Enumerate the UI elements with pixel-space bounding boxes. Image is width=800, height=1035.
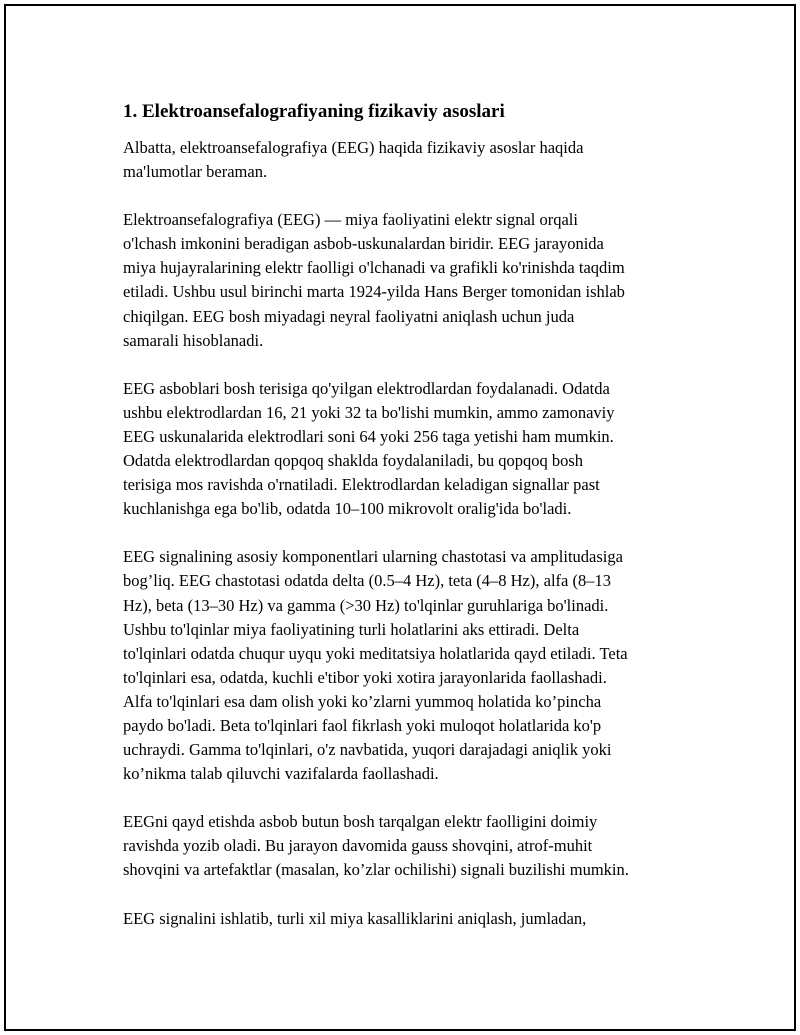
document-body (123, 100, 689, 955)
paragraph-recording-noise: EEGni qayd etishda asbob butun bosh tarqalgan elektr faolligini doimiy ravishda yozib oladi. Bu jarayon davomida gauss shovqini, atrof-muhit shovqini va artefaktlar (masalan, ko’zlar ochilishi) signali buzilishi mumkin. (123, 812, 629, 880)
paragraph-intro: Albatta, elektroansefalografiya (EEG) haqida fizikaviy asoslar haqida ma'lumotlar beraman. (123, 138, 584, 182)
section-heading: 1. Elektroansefalografiyaning fizikaviy asoslari (123, 101, 505, 122)
paragraph-eeg-definition: Elektroansefalografiya (EEG) — miya faoliyatini elektr signal orqali o'lchash imkonini beradigan asbob-uskunalardan biridir. EEG jarayonida miya hujayralarining elektr faolligi o'lchanadi va grafikli ko'rinishda taqdim etiladi. Ushbu usul birinchi marta 1924-yilda Hans Berger tomonidan ishlab chiqilgan. EEG bosh miyadagi neyral faoliyatni aniqlash uchun juda samarali hisoblanadi. (123, 210, 625, 350)
page-frame (4, 4, 796, 1031)
paragraph-diagnosis: EEG signalini ishlatib, turli xil miya kasalliklarini aniqlash, jumladan, (123, 908, 587, 928)
paragraph-frequency-bands: EEG signalining asosiy komponentlari ularning chastotasi va amplitudasiga bog’liq. EEG chastotasi odatda delta (0.5–4 Hz), teta (4–8 Hz), alfa (8–13 Hz), beta (13–30 Hz) va gamma (>30 Hz) to'lqinlar guruhlariga bo'linadi. Ushbu to'lqinlar miya faoliyatining turli holatlarini aks ettiradi. Delta to'lqinlari odatda chuqur uyqu yoki meditatsiya holatlarida qayd etiladi. Teta to'lqinlari esa, odatda, kuchli e'tibor yoki xotira jarayonlarida faollashadi. Alfa to'lqinlari esa dam olish yoki ko’zlarni yummoq holatida ko’pincha paydo bo'ladi. Beta to'lqinlari faol fikrlash yoki muloqot holatlarida ko'p uchraydi. Gamma to'lqinlari, o'z navbatida, yuqori darajadagi aniqlik yoki ko’nikma talab qiluvchi vazifalarda faollashadi. (123, 547, 628, 784)
paragraph-electrodes: EEG asboblari bosh terisiga qo'yilgan elektrodlardan foydalanadi. Odatda ushbu elektrodlardan 16, 21 yoki 32 ta bo'lishi mumkin, ammo zamonaviy EEG uskunalarida elektrodlari soni 64 yoki 256 taga yetishi ham mumkin. Odatda elektrodlardan qopqoq shaklda foydalaniladi, bu qopqoq bosh terisiga mos ravishda o'rnatiladi. Elektrodlardan keladigan signallar past kuchlanishga ega bo'lib, odatda 10–100 mikrovolt oralig'ida bo'ladi. (123, 378, 615, 519)
